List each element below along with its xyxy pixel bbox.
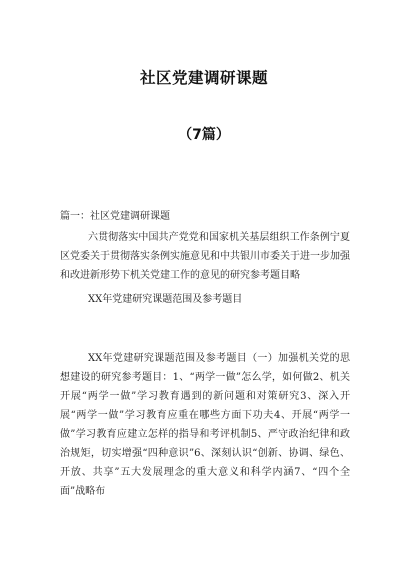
document-title: 社区党建调研课题 bbox=[139, 69, 268, 87]
paragraph: 六贯彻落实中国共产党党和国家机关基层组织工作条例宁夏区党委关于贯彻落实条例实施意见和中共银川市委关于进一步加强和改进新形势下机关党建工作的意见的研究参考题目略 bbox=[60, 232, 350, 281]
document-subtitle: （7篇） bbox=[178, 127, 230, 143]
paragraph: XX年党建研究课题范围及参考题目 bbox=[88, 294, 243, 305]
section-heading: 篇一：社区党建调研课题 bbox=[60, 211, 170, 222]
paragraph: XX年党建研究课题范围及参考题目（一）加强机关党的思想建设的研究参考题目：1、“两学一做”怎么学，如何做2、机关开展“两学一做”学习教育遇到的新问题和对策研究3、深入开展“两学一做”学习教育应重在哪些方面下功夫4、开展“两学一做”学习教育应建立怎样的指导和考评机制5、严守政治纪律和政治规矩，切实增强“四种意识”6、深刻认识“创新、协调、绿色、开放、共享”五大发展理念的重大意义和科学内涵7、“四个全面”战略布 bbox=[60, 353, 350, 497]
